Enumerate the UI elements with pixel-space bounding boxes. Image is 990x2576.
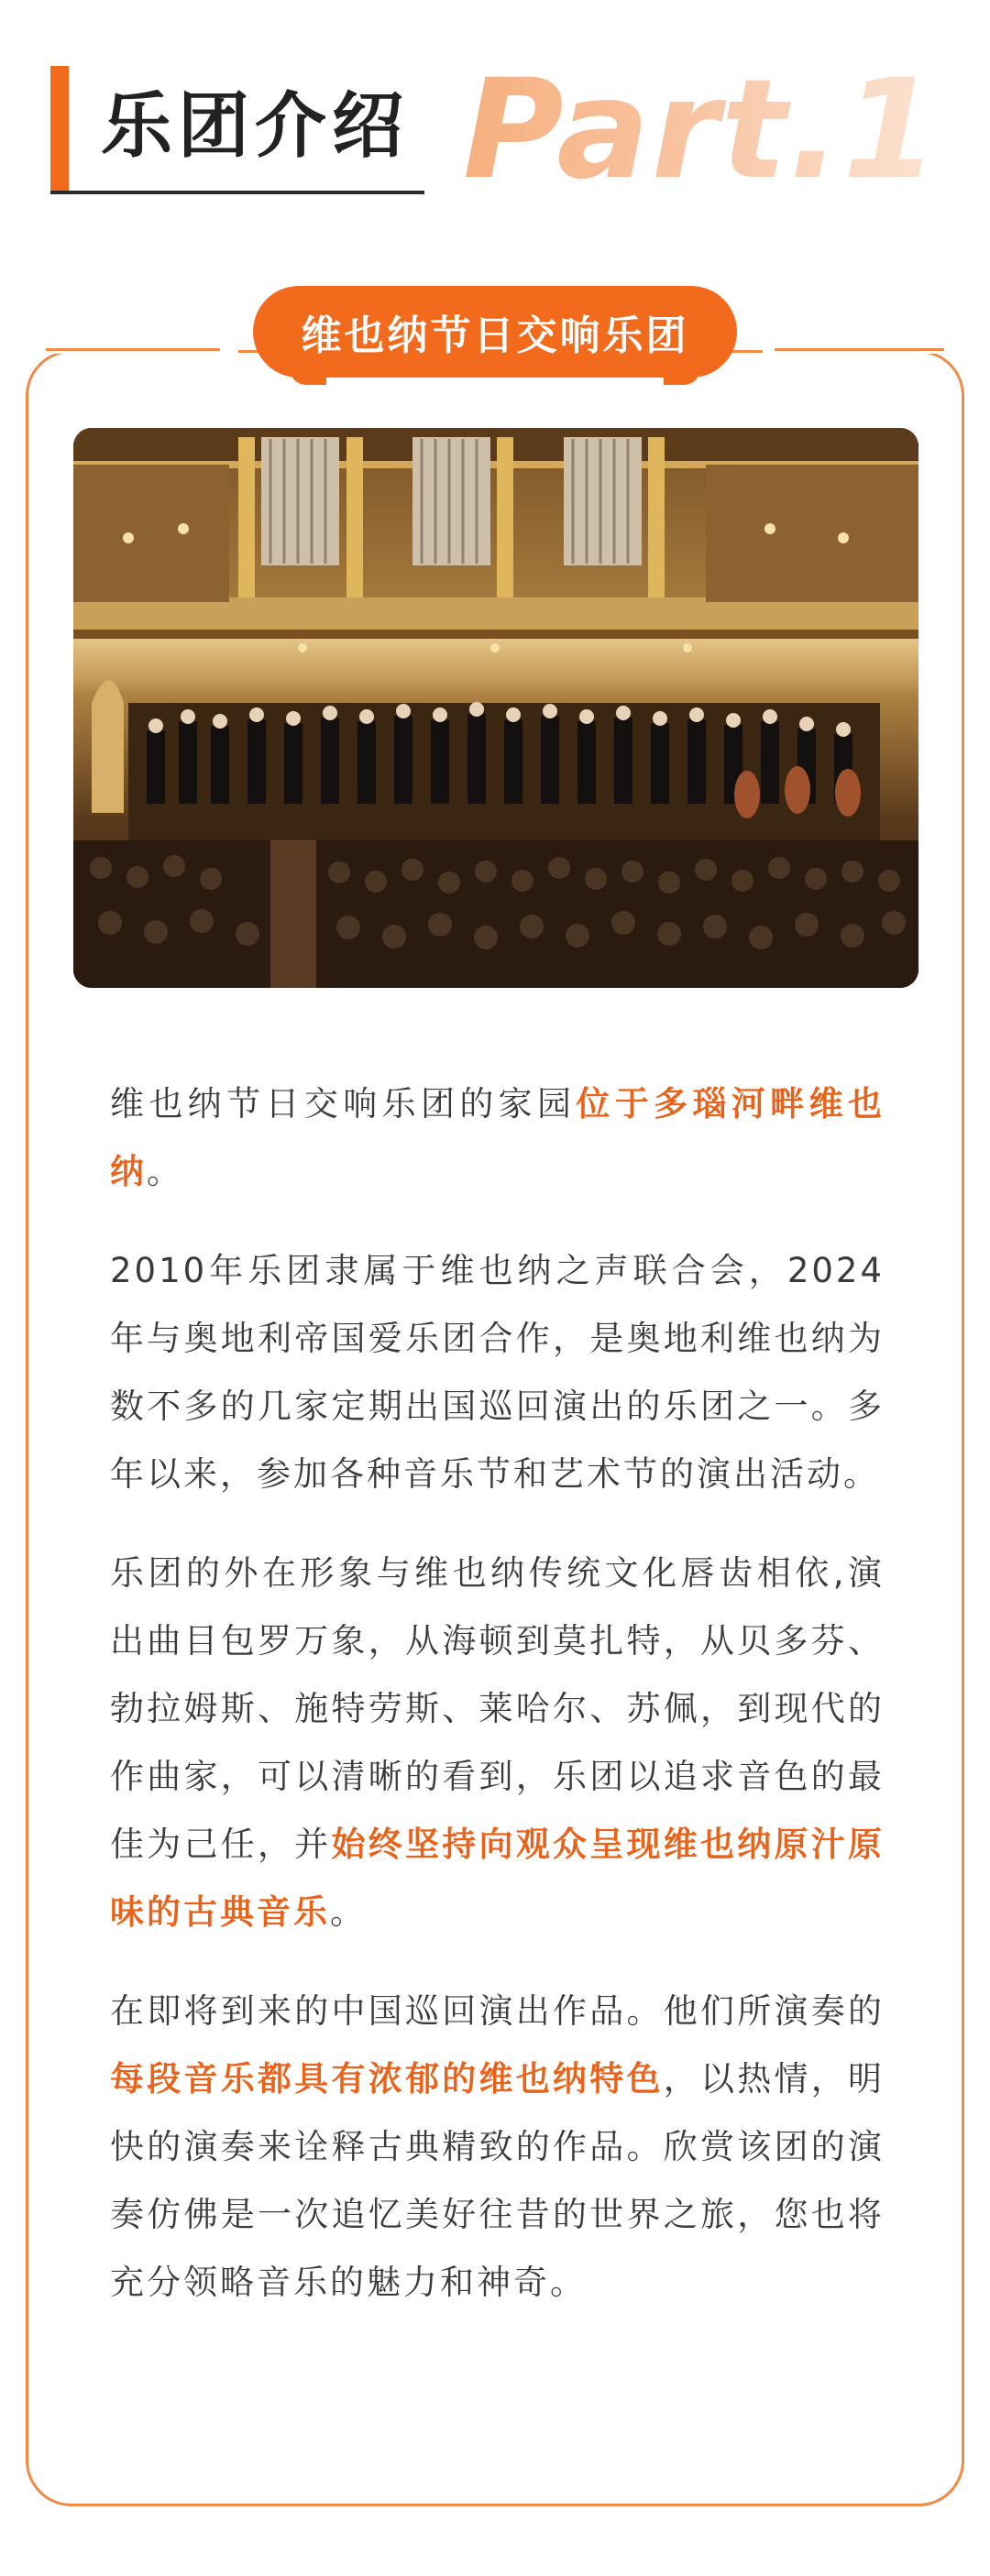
orchestra-photo: [73, 428, 918, 988]
paragraph-4: [110, 1978, 885, 2317]
frame-top-left-segment: [46, 348, 220, 351]
paragraph-text: 。: [330, 1892, 367, 1932]
section-title: 维也纳节日交响乐团: [301, 312, 689, 359]
page-header: [0, 0, 990, 211]
paragraph-text: 2010年乐团隶属于维也纳之声联合会，2024年与奥地利帝国爱乐团合作，是奥地利维也纳为数不多的几家定期出国巡回演出的乐团之一。多年以来，参加各种音乐节和艺术节的演出活动。: [110, 1251, 885, 1494]
highlighted-text: 位于多瑙河畔维也纳: [110, 1084, 886, 1191]
intro-text: [110, 1070, 885, 2348]
paragraph-1: [110, 1070, 885, 1206]
paragraph-text: ，以热情，明快的演奏来诠释古典精致的作品。欣赏该团的演奏仿佛是一次追忆美好往昔的世界之旅，您也将充分领略音乐的魅力和神奇。: [110, 2059, 885, 2302]
paragraph-text: 在即将到来的中国巡回演出作品。他们所演奏的: [110, 1991, 885, 2031]
highlighted-text: 每段音乐都具有浓郁的维也纳特色: [110, 2059, 664, 2099]
frame-top-right-segment: [775, 348, 944, 351]
paragraph-text: 维也纳节日交响乐团的家园: [110, 1084, 577, 1124]
header-underline: [50, 191, 424, 194]
paragraph-2: [110, 1237, 885, 1508]
part-label: Part.1: [463, 50, 940, 210]
highlighted-text: 始终坚持向观众呈现维也纳原汁原味的古典音乐: [110, 1825, 885, 1932]
paragraph-3: [110, 1540, 885, 1946]
page-title: 乐团介绍: [101, 85, 410, 168]
paragraph-text: 。: [147, 1152, 183, 1191]
header-accent-bar: [50, 66, 69, 194]
section-title-pill: [253, 286, 737, 378]
paragraph-text: 乐团的外在形象与维也纳传统文化唇齿相依,演出曲目包罗万象，从海顿到莫扎特，从贝多芬、勃拉姆斯、施特劳斯、莱哈尔、苏佩，到现代的作曲家，可以清晰的看到，乐团以追求音色的最佳为己任，并: [110, 1553, 885, 1864]
